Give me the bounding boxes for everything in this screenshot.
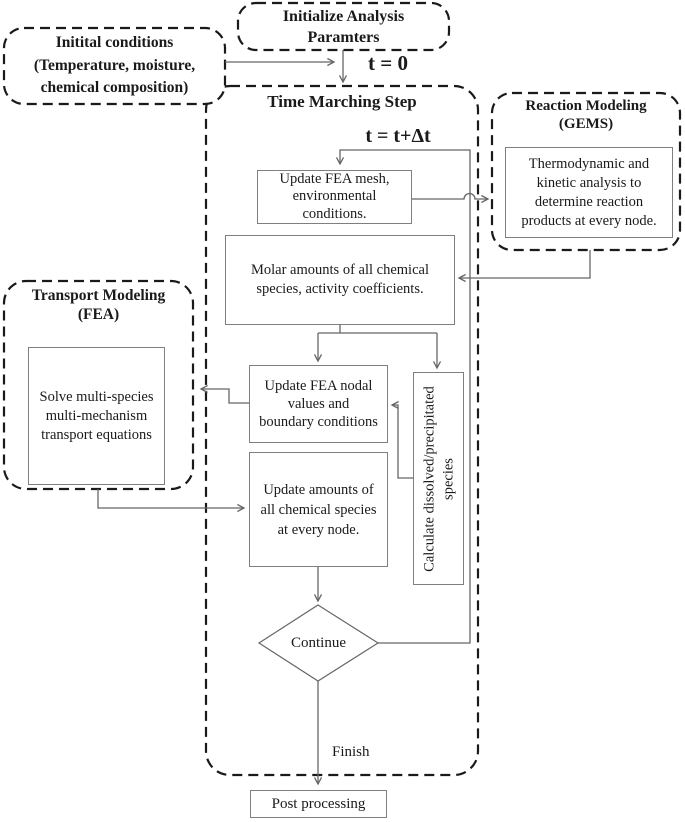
text-line: values and [287,396,350,412]
text-line: products at every node. [521,212,657,229]
text-line: Initialize Analysis [282,8,405,25]
text-line: (GEMS) [558,116,614,132]
text-line: (FEA) [77,306,120,323]
text-line: (Temperature, moisture, [33,56,196,74]
reaction-modeling-title [492,97,680,133]
reaction-analysis-box [505,147,673,238]
initial-conditions-node [4,32,225,100]
t-increment-label: t = t+Δt [365,125,431,147]
time-marching-title: Time Marching Step [267,92,417,111]
text-line: determine reaction [534,193,644,210]
transport-modeling-title [4,286,193,324]
continue-decision-label: Continue [291,635,346,651]
molar-amounts-box [225,235,455,325]
text-line: kinetic analysis to [536,174,642,191]
t-zero-label: t = 0 [368,51,408,75]
initialize-params-node [238,6,449,48]
calc-species-box [413,372,464,585]
update-amounts-box [249,452,388,567]
text-line: boundary conditions [259,414,378,430]
text-line: Post processing [271,796,366,812]
text-line: Initital conditions [55,34,174,51]
text-line: Thermodynamic and [528,155,650,172]
text-line: chemical composition) [40,79,189,96]
text-line: species, activity coefficients. [256,281,424,297]
text-line: Transport Modeling [31,287,166,304]
text-line: Update FEA nodal [264,378,373,394]
text-line: Reaction Modeling [525,98,647,114]
text-line: conditions. [302,205,367,222]
text-line: Calculate dissolved/precipitated [421,386,438,572]
update-nodal-box [249,365,388,443]
text-line: Update FEA mesh, [279,170,390,187]
transport-equations-box [28,347,165,485]
text-line: at every node. [277,521,360,538]
calc-species-text [421,373,459,586]
text-line: Paramters [307,29,380,46]
post-processing-box [250,790,387,818]
text-line: Update amounts of [263,481,374,498]
text-line: environmental [292,188,377,205]
text-line: all chemical species [260,501,377,518]
text-line: Molar amounts of all chemical [251,262,429,278]
finish-label: Finish [332,744,370,760]
text-line: Solve multi-species [39,388,154,405]
text-line: multi-mechanism [45,407,148,424]
text-line: transport equations [41,426,152,443]
text-line: species [440,458,457,500]
update-mesh-box [257,170,412,224]
